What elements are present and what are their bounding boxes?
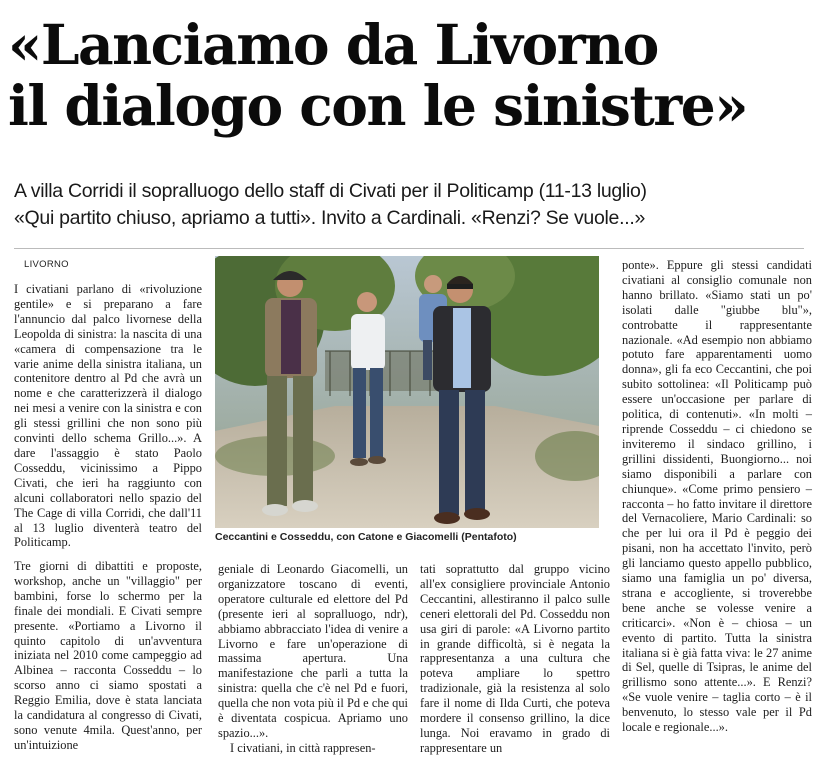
news-photo xyxy=(215,256,599,528)
article-column-2 xyxy=(218,562,408,756)
dateline: LIVORNO xyxy=(24,259,69,270)
article-column-4 xyxy=(622,258,812,735)
article-column-1-continued xyxy=(14,559,202,753)
headline xyxy=(8,14,808,136)
article-column-3 xyxy=(420,562,610,756)
article-paragraph: I civatiani, in città rappresen- xyxy=(230,740,376,755)
photo-caption: Ceccantini e Cosseddu, con Catone e Giacomelli (Pentafoto) xyxy=(215,531,517,543)
divider-rule xyxy=(14,248,804,249)
article-paragraph: I civatiani parlano di «rivoluzione gentile» e si preparano a fare l'annuncio dal palco livornese della Leopolda di sinistra: la nascita di una «camera di compensazione tra le varie anime della sinistra italiana, un contenitore dentro al Pd che avrà un nome e che caratterizzerà il dialogo nei mesi a venire con la sinistra e con gli stessi grillini che non sono più convinti dello schema Grillo...». A dare l'assaggio è stato Paolo Cosseddu, vicinissimo a Pippo Civati, che ieri ha raggiunto con alcuni collaboratori nello spazio del The Cage di villa Corridi, che dall'11 al 13 luglio diventerà teatro del Politicamp. xyxy=(14,282,202,550)
article-paragraph: tati soprattutto dal gruppo vicino all'ex consigliere provinciale Antonio Ceccantini, allestiranno il palco sulle ceneri elettorali del Pd. Cosseddu non usa giri di parole: «A Livorno partito in grande difficoltà, si è negata la rappresentanza a una cultura che poteva ampliare lo spettro tradizionale, già la resistenza al solo fare il nome di Ilda Curti, che poteva mordere il consenso grillino, la dice lunga. Noi eravamo in grado di rappresentare un xyxy=(420,562,610,755)
article-column-1 xyxy=(14,282,202,550)
headline-line-2: il dialogo con le sinistre» xyxy=(8,73,748,138)
article-paragraph: ponte». Eppure gli stessi candidati civatiani al consiglio comunale non hanno brillato. «Siamo stati un po' isolati dalle "giubbe blu"», controbatte il rappresentante nazionale. «Ad esempio non abbiamo potuto fare apparentamenti uomo donna», gli fa eco Ceccantini, che poi subito sottolinea: «Il Politicamp può essere un'occasione per parlare di politica, di contenuti». «In molti – riprende Cosseddu – ci chiedono se inviteremo il sindaco grillino, i grillini dissidenti, Buongiorno... noi siamo disponibili a parlare con chiunque». «Come primo pensiero – racconta – ho fatto invitare il direttore del Vernacoliere, Mario Cardinali: so che per lui ora il Pd è peggio dei pisani, non ha accettato l'invito, però gli lanciamo questo appello pubblico, siamo una famiglia un po' diversa, strana e accogliente, si troverebbe bene anche se volesse venire a criticarci». «Non è – chiosa – un evento di partito. Tutta la sinistra italiana si è già fatta viva: le 27 anime di Sel, quelle di Tsipras, le anime del grillismo sono attente...». E Renzi? «Se vuole venire – taglia corto – è il benvenuto, lo stesso vale per il Pd locale e regionale...». xyxy=(622,258,812,735)
article-paragraph: geniale di Leonardo Giacomelli, un organizzatore toscano di eventi, operatore culturale ed elettore del Pd (presente ieri al sopralluogo, ndr), abbiamo abbracciato l'idea di venire a Livorno e fare un'operazione di massima apertura. Una manifestazione che parli a tutta la sinistra: quella che c'è nel Pd e fuori, quella che non vota più il Pd e che qui è diventata cospicua. Apriamo uno spazio...». xyxy=(218,562,408,740)
subheadline xyxy=(14,178,804,232)
subheadline-line-2: «Qui partito chiuso, apriamo a tutti». Invito a Cardinali. «Renzi? Se vuole...» xyxy=(14,207,645,229)
headline-line-1: «Lanciamo da Livorno xyxy=(8,12,658,77)
subheadline-line-1: A villa Corridi il sopralluogo dello staff di Civati per il Politicamp (11-13 luglio) xyxy=(14,180,647,202)
photo-illustration xyxy=(215,256,599,528)
article-paragraph: Tre giorni di dibattiti e proposte, workshop, anche un "villaggio" per bambini, forse lo schermo per la finale dei mondiali. E Civati sempre presente. «Portiamo a Livorno il quinto capitolo di un'avventura iniziata nel 2010 come campeggio ad Albinea – racconta Cosseddu – lo scorso anno ci siamo spostati a Reggio Emilia, dove è stata lanciata la candidatura al congresso di Civati, sono venute 4mila. Quest'anno, per un'intuizione xyxy=(14,559,202,752)
